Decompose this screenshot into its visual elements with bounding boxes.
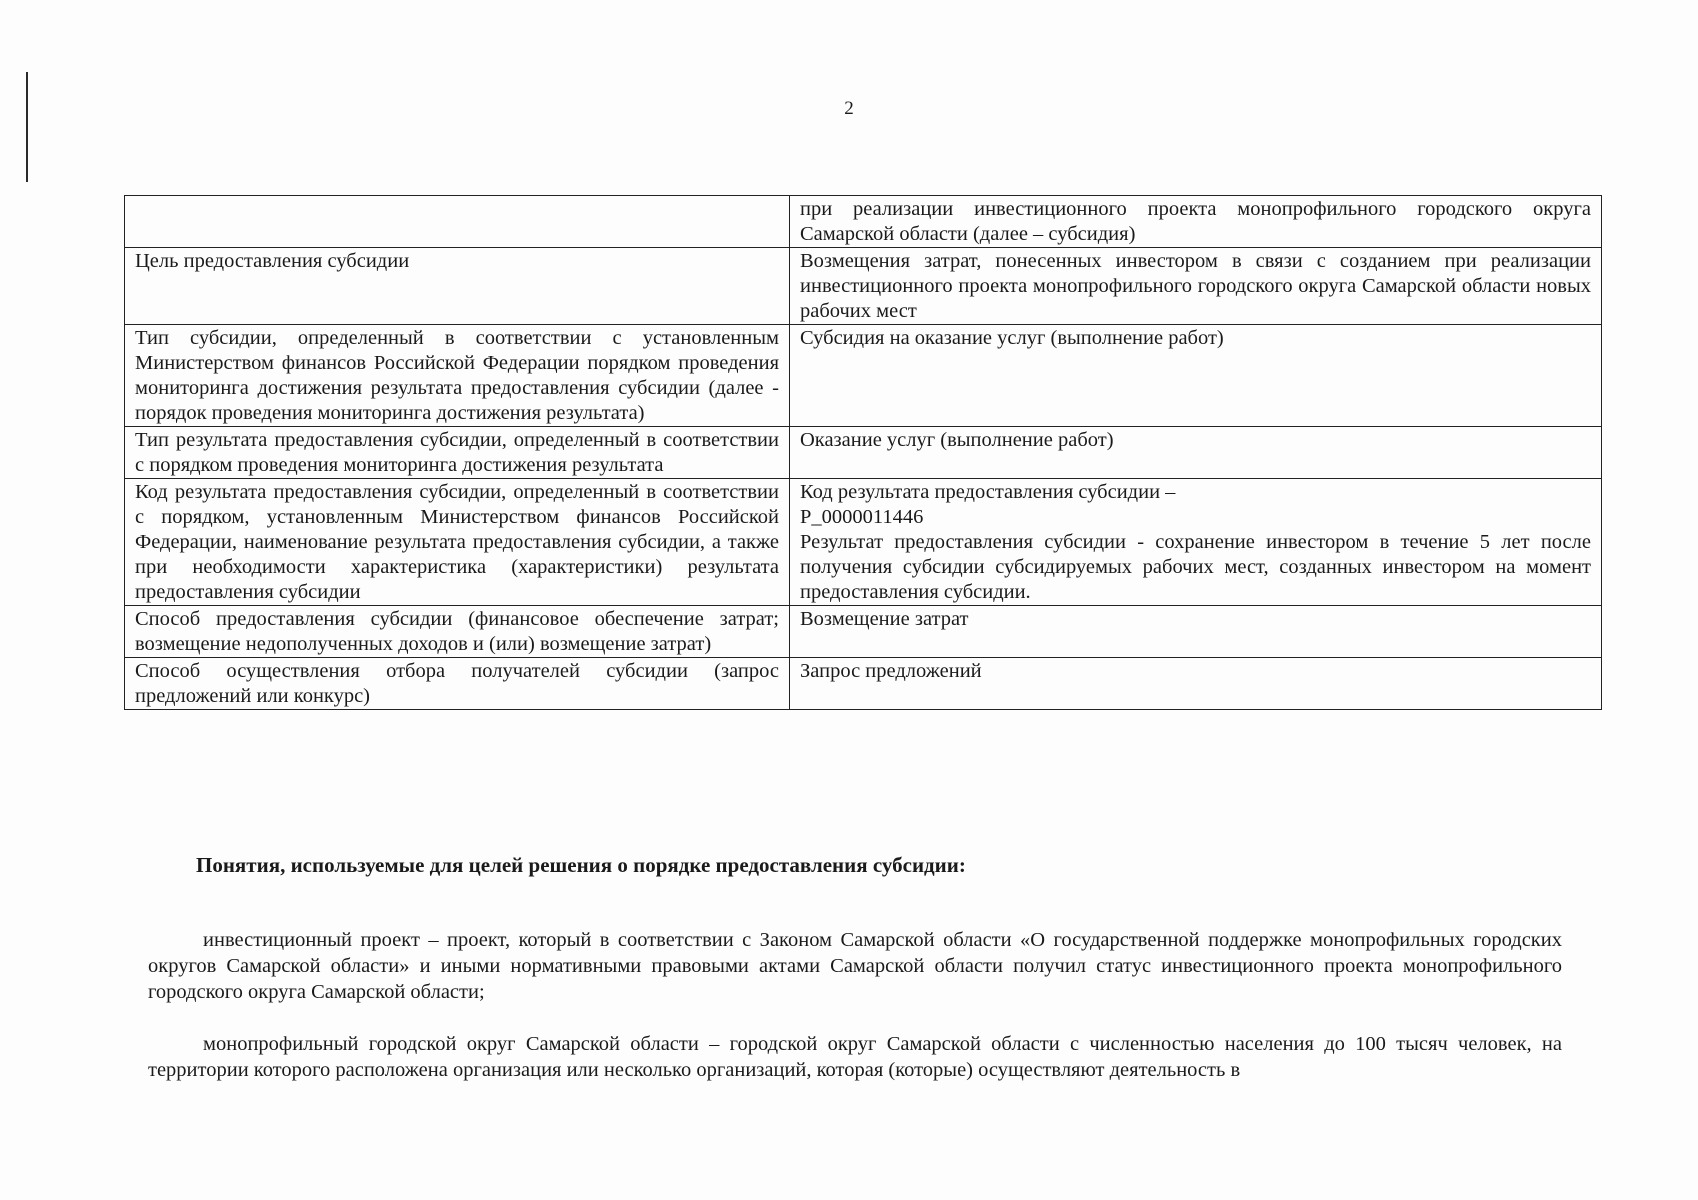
table-cell-label: Способ осуществления отбора получателей субсидии (запрос предложений или конкурс) (125, 658, 790, 710)
result-description: Результат предоставления субсидии - сохранение инвестором в течение 5 лет после получения субсидии субсидируемых рабочих мест, созданных инвестором на момент предоставления субсидии. (800, 531, 1591, 603)
table-cell-value: Возмещения затрат, понесенных инвестором в связи с созданием при реализации инвестиционного проекта монопрофильного городского округа Самарской области новых рабочих мест (790, 248, 1602, 325)
definition-paragraph: инвестиционный проект – проект, который в соответствии с Законом Самарской области «О государственной поддержке монопрофильных городских округов Самарской области» и иными нормативными правовыми актами Самарской области получил статус инвестиционного проекта монопрофильного городского округа Самарской области; (148, 928, 1562, 1003)
definitions-heading: Понятия, используемые для целей решения о порядке предоставления субсидии: (196, 853, 966, 877)
table-cell-value: при реализации инвестиционного проекта монопрофильного городского округа Самарской области (далее – субсидия) (790, 196, 1602, 248)
table-row (125, 196, 1602, 248)
table-row (125, 606, 1602, 658)
table-cell-label: Тип результата предоставления субсидии, определенный в соответствии с порядком проведения мониторинга достижения результата (125, 427, 790, 479)
table-cell-value: Запрос предложений (790, 658, 1602, 710)
table-cell-value: Субсидия на оказание услуг (выполнение работ) (790, 325, 1602, 427)
table-cell-label: Способ предоставления субсидии (финансовое обеспечение затрат; возмещение недополученных доходов и (или) возмещение затрат) (125, 606, 790, 658)
table-row (125, 658, 1602, 710)
table-cell-value: Возмещение затрат (790, 606, 1602, 658)
table-cell-label (125, 196, 790, 248)
table-row (125, 479, 1602, 606)
page-number: 2 (844, 98, 854, 119)
table-row (125, 248, 1602, 325)
result-code: P_0000011446 (800, 506, 924, 528)
table-cell-value (790, 479, 1602, 606)
table-row (125, 427, 1602, 479)
table-cell-label: Цель предоставления субсидии (125, 248, 790, 325)
table-row (125, 325, 1602, 427)
table-cell-label: Код результата предоставления субсидии, определенный в соответствии с порядком, установленным Министерством финансов Российской Федерации, наименование результата предоставления субсидии, а также при необходимости характеристика (характеристики) результата предоставления субсидии (125, 479, 790, 606)
subsidy-info-table (124, 195, 1602, 710)
scan-edge-mark (26, 72, 28, 182)
result-code-label: Код результата предоставления субсидии – (800, 481, 1176, 503)
definition-paragraph: монопрофильный городской округ Самарской области – городской округ Самарской области с численностью населения до 100 тысяч человек, на территории которого расположена организация или несколько организаций, которая (которые) осуществляют деятельность в (148, 1032, 1562, 1081)
table-cell-value: Оказание услуг (выполнение работ) (790, 427, 1602, 479)
table-cell-label: Тип субсидии, определенный в соответствии с установленным Министерством финансов Российской Федерации порядком проведения мониторинга достижения результата предоставления субсидии (далее - порядок проведения мониторинга достижения результата) (125, 325, 790, 427)
